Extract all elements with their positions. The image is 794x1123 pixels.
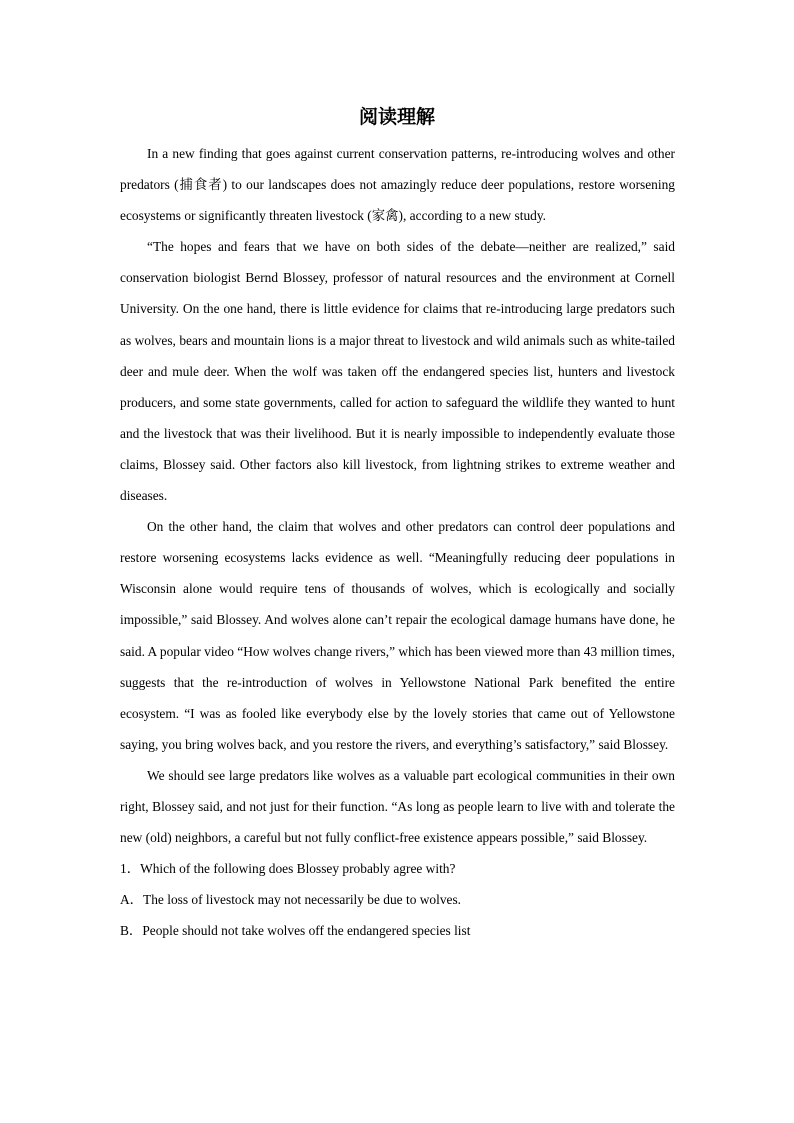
paragraph-intro: In a new finding that goes against current conservation patterns, re-introducing wolves and other predators (捕食者) to our landscapes does not amazingly reduce deer populations, restore worsening ecosystems or significantly threaten livestock (家禽), according to a new study. bbox=[120, 146, 675, 224]
article-body bbox=[120, 138, 675, 946]
paragraph-hopes-and-fears: “The hopes and fears that we have on both sides of the debate—neither are realized,” said conservation biologist Bernd Blossey, professor of natural resources and the environment at Cornell University. On the one hand, there is little evidence for claims that re-introducing large predators such as wolves, bears and mountain lions is a major threat to livestock and wild animals such as white-tailed deer and mule deer. When the wolf was taken off the endangered species list, hunters and livestock producers, and some state governments, called for action to safeguard the wildlife they wanted to hunt and the livestock that was their livelihood. But it is nearly impossible to independently evaluate those claims, Blossey said. Other factors also kill livestock, from lightning strikes to extreme weather and diseases. bbox=[120, 239, 675, 504]
option-b: B．People should not take wolves off the endangered species list bbox=[120, 923, 471, 939]
paragraph-conclusion: We should see large predators like wolves as a valuable part ecological communities in their own right, Blossey said, and not just for their function. “As long as people learn to live with and tolerate the new (old) neighbors, a careful but not fully conflict-free existence appears possible,” said Blossey. bbox=[120, 767, 675, 846]
paragraph-other-hand: On the other hand, the claim that wolves and other predators can control deer populations and restore worsening ecosystems lacks evidence as well. “Meaningfully reducing deer populations in Wisconsin alone would require tens of thousands of wolves, which is ecologically and socially impossible,” said Blossey. And wolves alone can’t repair the ecological damage humans have done, he said. A popular video “How wolves change rivers,” which has been viewed more than 43 million times, suggests that the re-introduction of wolves in Yellowstone National Park benefited the entire ecosystem. “I was as fooled like everybody else by the lovely stories that came out of Yellowstone saying, you bring wolves back, and you restore the rivers, and everything’s satisfactory,” said Blossey. bbox=[120, 519, 675, 752]
page-title: 阅读理解 bbox=[358, 106, 435, 128]
question-1: 1．Which of the following does Blossey probably agree with? bbox=[120, 861, 456, 877]
option-a: A．The loss of livestock may not necessarily be due to wolves. bbox=[120, 892, 462, 908]
